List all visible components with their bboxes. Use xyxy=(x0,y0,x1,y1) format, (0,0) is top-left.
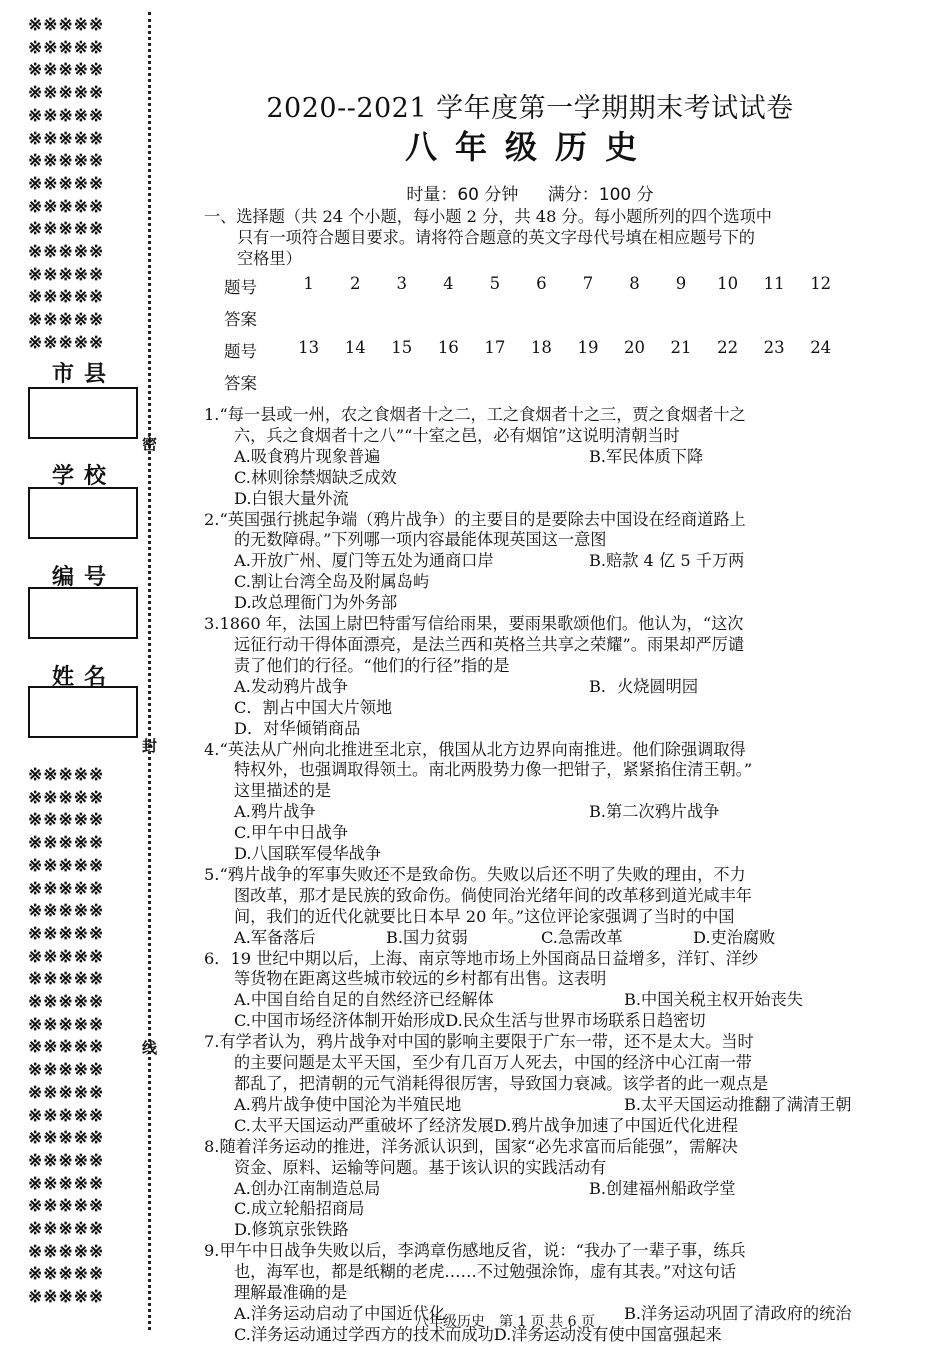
binding-margin xyxy=(0,0,165,1336)
question-number-cell: 15 xyxy=(391,338,413,357)
question-stem-line: 六，兵之食烟者十之八”“十室之邑，必有烟馆”这说明清朝当时 xyxy=(234,425,680,445)
question-options xyxy=(204,990,856,1032)
option-c: C.甲午中日战争 xyxy=(234,823,349,843)
question-options xyxy=(204,1095,856,1137)
option-b: B.太平天国运动推翻了满清王朝 xyxy=(624,1094,852,1114)
field-label-city: 市县 xyxy=(51,362,116,387)
question-stem-line: 的无数障碍。”下列哪一项内容最能体现英国这一意图 xyxy=(234,530,607,550)
question-stem-line: 间，我们的近代化就要比日本早 20 年。”这位评论家强调了当时的中国 xyxy=(234,906,735,926)
answer-table-answer-row xyxy=(224,306,844,330)
label-answer: 答案 xyxy=(224,310,257,329)
question-stem xyxy=(204,510,856,552)
answer-cell[interactable] xyxy=(797,370,844,394)
question-item xyxy=(204,949,856,1033)
option-b: B.中国关税主权开始丧失 xyxy=(624,990,803,1010)
answer-cell[interactable] xyxy=(332,370,379,394)
question-stem-line: 也，海军也，都是纸糊的老虎……不过勉强涂饰，虚有其表。”对这句话 xyxy=(234,1262,736,1282)
question-number-cell: 16 xyxy=(437,338,459,357)
answer-cell[interactable] xyxy=(425,306,472,330)
question-stem-line: 等货物在距离这些城市较远的乡村都有出售。这表明 xyxy=(234,969,607,989)
question-item xyxy=(204,614,856,739)
time-limit: 时量：60 分钟 xyxy=(406,185,519,205)
answer-cell[interactable] xyxy=(611,370,658,394)
question-stem xyxy=(204,949,856,991)
seal-char-feng: 封 xyxy=(142,737,158,755)
question-stem xyxy=(204,1137,856,1179)
question-item xyxy=(204,510,856,615)
question-stem xyxy=(204,740,856,803)
question-options xyxy=(204,802,856,865)
field-box-city[interactable] xyxy=(28,387,138,439)
answer-cell[interactable] xyxy=(658,370,705,394)
question-number-cell: 19 xyxy=(577,338,599,357)
question-options xyxy=(204,677,856,740)
option-c: C.洋务运动通过学西方的技术而成功 xyxy=(234,1324,494,1344)
answer-table-answer-row xyxy=(224,370,844,394)
option-a: A.鸦片战争使中国沦为半殖民地 xyxy=(234,1094,462,1114)
question-options xyxy=(204,1179,856,1242)
question-number-cell: 14 xyxy=(344,338,366,357)
answer-table-number-row xyxy=(224,274,844,298)
answer-cell[interactable] xyxy=(379,370,426,394)
question-item xyxy=(204,405,856,510)
question-number-cell: 22 xyxy=(717,338,739,357)
option-d: D.民众生活与世界市场联系日趋密切 xyxy=(445,1011,706,1031)
answer-cell[interactable] xyxy=(518,370,565,394)
option-d: D.洋务运动没有使中国富强起来 xyxy=(493,1324,722,1344)
option-d: D.改总理衙门为外务部 xyxy=(234,593,398,613)
question-stem xyxy=(204,865,856,928)
label-question-number: 题号 xyxy=(224,342,257,361)
field-box-number[interactable] xyxy=(28,587,138,639)
question-number-cell: 11 xyxy=(763,274,785,293)
option-a: A.中国自给自足的自然经济已经解体 xyxy=(234,990,494,1010)
time-score-line xyxy=(200,180,860,205)
question-number-cell: 17 xyxy=(484,338,506,357)
question-number-cell: 3 xyxy=(396,274,408,293)
question-number-cell: 4 xyxy=(443,274,454,293)
option-a: A.开放广州、厦门等五处为通商口岸 xyxy=(234,551,494,571)
option-c: C.林则徐禁烟缺乏成效 xyxy=(234,467,397,487)
answer-cell[interactable] xyxy=(704,370,751,394)
option-d: D．对华倾销商品 xyxy=(234,718,361,738)
option-b: B.创建福州船政学堂 xyxy=(589,1178,736,1198)
field-label-name: 姓名 xyxy=(51,665,116,690)
question-stem-line: 4.“英法从广州向北推进至北京，俄国从北方边界向南推进。他们除强调取得 xyxy=(204,739,746,759)
question-stem-line: 图改革，那才是民族的致命伤。倘使同治光绪年间的改革移到道光咸丰年 xyxy=(234,885,752,905)
question-number-cell: 10 xyxy=(717,274,739,293)
option-d: D.鸦片战争加速了中国近代化进程 xyxy=(493,1115,738,1135)
star-pattern-top: ※※※※※ ※※※※※ ※※※※※ ※※※※※ ※※※※※ ※※※※※ ※※※※※ ※※※※※ ※※※※※ ※※※※※ ※※※※※ ※※※※※ ※※※※※ ※※※※※ ※※※※※ xyxy=(28,15,105,353)
option-b: B．火烧圆明园 xyxy=(589,676,699,696)
section-heading-line3: 空格里） xyxy=(237,249,302,268)
question-stem xyxy=(204,405,856,447)
page-footer: 八年级历史 第 1 页 共 6 页 xyxy=(414,1314,596,1330)
question-number-cell: 5 xyxy=(489,274,501,293)
exam-subject: 八年级历史 xyxy=(404,128,655,166)
question-stem-line: 的主要问题是太平天国，至少有几百万人死去，中国的经济中心江南一带 xyxy=(234,1053,752,1073)
question-stem-line: 9.甲午中日战争失败以后，李鸿章伤感地反省，说：“我办了一辈子事，练兵 xyxy=(204,1241,746,1261)
question-number-cell: 18 xyxy=(530,338,552,357)
question-number-cell: 13 xyxy=(298,338,320,357)
option-b: B.洋务运动巩固了清政府的统治 xyxy=(624,1303,852,1323)
option-a: A.洋务运动启动了中国近代化 xyxy=(234,1303,446,1323)
option-c: C．割占中国大片领地 xyxy=(234,697,393,717)
question-stem-line: 5.“鸦片战争的军事失败还不是致命伤。失败以后还不明了失败的理由，不力 xyxy=(204,864,746,884)
option-c: C.割让台湾全岛及附属岛屿 xyxy=(234,572,430,592)
question-stem xyxy=(204,1032,856,1095)
question-stem-line: 8.随着洋务运动的推进，洋务派认识到，国家“必先求富而后能强”，需解决 xyxy=(204,1136,738,1156)
full-score: 满分：100 分 xyxy=(547,185,654,205)
seal-char-xian: 线 xyxy=(142,1039,158,1057)
option-d: D.修筑京张铁路 xyxy=(234,1220,349,1240)
question-stem-line: 7.有学者认为，鸦片战争对中国的影响主要限于广东一带，还不是太大。当时 xyxy=(204,1032,754,1052)
question-stem-line: 资金、原料、运输等问题。基于该认识的实践活动有 xyxy=(234,1157,607,1177)
question-number-cell: 7 xyxy=(582,274,594,293)
option-a: A.创办江南制造总局 xyxy=(234,1178,381,1198)
question-stem-line: 责了他们的行径。“他们的行径”指的是 xyxy=(234,655,510,675)
question-stem-line: 远征行动干得体面漂亮，是法兰西和英格兰共享之荣耀”。雨果却严厉谴 xyxy=(234,634,745,654)
answer-cell[interactable] xyxy=(425,370,472,394)
question-options xyxy=(204,928,856,949)
section-heading-line2: 只有一项符合题目要求。请将符合题意的英文字母代号填在相应题号下的 xyxy=(237,228,755,247)
answer-cell[interactable] xyxy=(379,306,426,330)
answer-cell[interactable] xyxy=(565,370,612,394)
field-label-school: 学校 xyxy=(51,464,116,489)
question-options xyxy=(204,551,856,614)
question-item xyxy=(204,740,856,865)
option-d: D.八国联军侵华战争 xyxy=(234,844,382,864)
option-a: A.军备落后 xyxy=(234,927,316,947)
question-item xyxy=(204,1137,856,1242)
question-stem-line: 这里描述的是 xyxy=(234,781,332,801)
question-options xyxy=(204,447,856,510)
answer-cell[interactable] xyxy=(658,306,705,330)
answer-cell[interactable] xyxy=(518,306,565,330)
answer-cell[interactable] xyxy=(285,306,332,330)
answer-cell[interactable] xyxy=(797,306,844,330)
question-stem-line: 特权外，也强调取得领土。南北两股势力像一把钳子，紧紧掐住清王朝。” xyxy=(234,760,753,780)
option-a: A.鸦片战争 xyxy=(234,802,316,822)
option-c: C.中国市场经济体制开始形成 xyxy=(234,1011,446,1031)
question-number-cell: 24 xyxy=(810,338,832,357)
seal-char-mi: 密 xyxy=(142,435,158,453)
option-d: D.吏治腐败 xyxy=(693,927,776,947)
label-answer: 答案 xyxy=(224,374,257,393)
question-number-cell: 12 xyxy=(810,274,832,293)
answer-cell[interactable] xyxy=(565,306,612,330)
answer-cell[interactable] xyxy=(472,370,519,394)
section-instructions xyxy=(204,206,854,269)
question-stem-line: 2.“英国强行挑起争端（鸦片战争）的主要目的是要除去中国设在经商道路上 xyxy=(204,509,746,529)
option-a: A.吸食鸦片现象普遍 xyxy=(234,446,381,466)
answer-cell[interactable] xyxy=(472,306,519,330)
question-number-cell: 9 xyxy=(675,274,687,293)
question-item xyxy=(204,1032,856,1137)
field-box-name[interactable] xyxy=(28,686,138,738)
question-number-cell: 20 xyxy=(624,338,645,357)
option-b: B.军民体质下降 xyxy=(589,446,704,466)
option-b: B.第二次鸦片战争 xyxy=(589,802,720,822)
star-pattern-bottom: ※※※※※ ※※※※※ ※※※※※ ※※※※※ ※※※※※ ※※※※※ ※※※※※ ※※※※※ ※※※※※ ※※※※※ ※※※※※ ※※※※※ ※※※※※ ※※※※※ ※※※※※ ※※※※※ ※※※※※ ※※※※※ ※※※※※ ※※※※※ ※※※※※ ※※※※※ ※※※※※ ※※※※※ xyxy=(28,765,105,1308)
option-a: A.发动鸦片战争 xyxy=(234,676,348,696)
answer-cell[interactable] xyxy=(332,306,379,330)
field-box-school[interactable] xyxy=(28,487,138,539)
question-stem xyxy=(204,1241,856,1304)
option-b: B.国力贫弱 xyxy=(386,927,468,947)
question-number-cell: 2 xyxy=(349,274,361,293)
option-c: C.成立轮船招商局 xyxy=(234,1199,365,1219)
question-list xyxy=(204,405,856,1346)
option-c: C.太平天国运动严重破坏了经济发展 xyxy=(234,1115,494,1135)
answer-cell[interactable] xyxy=(751,370,798,394)
question-item xyxy=(204,865,856,949)
answer-cell[interactable] xyxy=(611,306,658,330)
question-stem-line: 6．19 世纪中期以后，上海、南京等地市场上外国商品日益增多，洋钉、洋纱 xyxy=(204,948,759,968)
answer-cell[interactable] xyxy=(704,306,751,330)
option-c: C.急需改革 xyxy=(541,927,623,947)
question-stem-line: 3.1860 年，法国上尉巴特雷写信给雨果，要雨果歌颂他们。他认为，“这次 xyxy=(204,614,744,634)
question-number-cell: 1 xyxy=(303,274,314,293)
answer-cell[interactable] xyxy=(751,306,798,330)
question-stem-line: 1.“每一县或一州，农之食烟者十之二，工之食烟者十之三，贾之食烟者十之 xyxy=(204,405,746,424)
option-b: B.赔款 4 亿 5 千万两 xyxy=(589,551,745,571)
field-label-number: 编号 xyxy=(51,565,116,590)
label-question-number: 题号 xyxy=(224,278,257,297)
dotted-seal-line xyxy=(148,12,151,1330)
question-number-cell: 6 xyxy=(536,274,547,293)
question-stem xyxy=(204,614,856,677)
answer-cell[interactable] xyxy=(285,370,332,394)
question-number-cell: 21 xyxy=(670,338,692,357)
question-stem-line: 都乱了，把清朝的元气消耗得很厉害，导致国力衰减。该学者的此一观点是 xyxy=(234,1074,769,1093)
answer-table-number-row xyxy=(224,338,844,362)
option-d: D.白银大量外流 xyxy=(234,488,349,508)
question-stem-line: 理解最准确的是 xyxy=(234,1283,348,1303)
question-number-cell: 8 xyxy=(629,274,640,293)
section-heading: 一、选择题（共 24 个小题，每小题 2 分，共 48 分。每小题所列的四个选项中 xyxy=(204,207,772,226)
question-number-cell: 23 xyxy=(763,338,785,357)
exam-title: 2020--2021 学年度第一学期期末考试试卷 xyxy=(266,93,794,124)
